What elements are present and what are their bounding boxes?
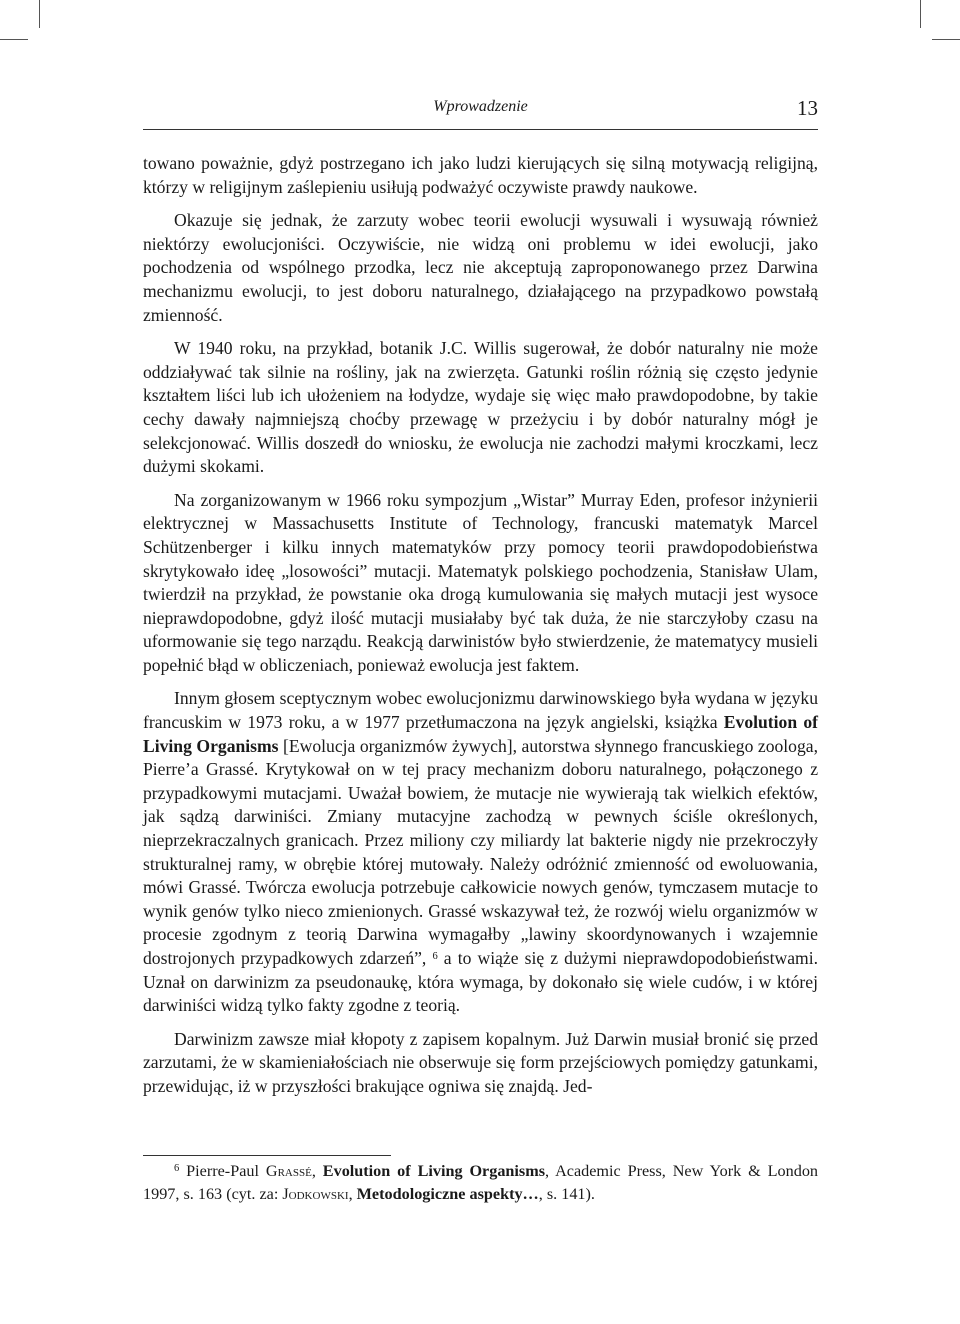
text-run: , (348, 1185, 357, 1203)
page-number: 13 (797, 96, 818, 120)
paragraph (143, 687, 818, 1017)
header-rule (143, 129, 818, 130)
text-run: a to wiąże się z dużymi nieprawdopodobieństwami. Uznał on darwinizm za pseudonaukę, która wymaga, by dokonało się wiele cudów, i w której darwiniści widzą tylko fakty zgodne z teorią. (143, 948, 818, 1016)
paragraph (143, 337, 818, 479)
book-title: Evolution of Living Organisms (322, 1162, 546, 1180)
page-header (143, 96, 818, 124)
running-title: Wprowadzenie (433, 98, 528, 115)
text-run: Okazuje się jednak, że zarzuty wobec teorii ewolucji wysuwali i wysuwają również niektórzy ewolucjoniści. Oczywiście, nie widzą oni problemu w idei ewolucji, jako pochodzenia od wspólnego przodka, lecz nie akceptują zaproponowanego przez Darwina mechanizmu ewolucji, to jest doboru naturalnego, działającego na przypadkowo powstałą zmienność. (143, 210, 818, 325)
crop-mark-top-right-vertical (920, 0, 921, 28)
crop-mark-top-left-horizontal (0, 39, 28, 40)
book-title: Evolution of Living Organisms (143, 712, 818, 756)
text-run: W 1940 roku, na przykład, botanik J.C. Willis sugerował, że dobór naturalny nie może oddziaływać tak silnie na rośliny, jak na zwierzęta. Gatunki roślin różnią się często jedynie kształtem liści lub ich ułożeniem na łodydze, wydaje się więc mało prawdopodobne, by takie cechy dawały najmniejszą choćby przewagę w przeżyciu i by dobór naturalny mógł je selekcjonować. Willis doszedł do wniosku, że ewolucja nie zachodzi małymi kroczkami, lecz dużymi skokami. (143, 338, 818, 477)
text-run: Na zorganizowanym w 1966 roku sympozjum „Wistar” Murray Eden, profesor inżynierii elektrycznej w Massachusetts Institute of Technology, francuski matematyk Marcel Schützenberger i kilku innych matematyków przy pomocy teorii prawdopodobieństwa skrytykowało ideę „losowości” mutacji. Matematyk polskiego pochodzenia, Stanisław Ulam, twierdził na przykład, że powstanie oka drogą kumulowania się małych mutacji jest wysoce nieprawdopodobne, gdyż ilość mutacji musiałaby być tak duża, że nie starczyłoby czasu na uformowanie się tego narządu. Reakcją darwinistów było stwierdzenie, że matematycy musieli popełnić błąd w obliczeniach, ponieważ ewolucja jest faktem. (143, 489, 818, 675)
body-text (143, 152, 818, 1109)
footnote-marker: 6 (432, 951, 438, 962)
text-run: Pierre-Paul (179, 1162, 266, 1180)
paragraph (143, 489, 818, 678)
text-run: Innym głosem sceptycznym wobec ewolucjonizmu darwinowskiego była wydana w języku francuskim w 1973 roku, a w 1977 przetłumaczona na język angielski, książka (143, 688, 818, 733)
crop-mark-top-left-vertical (39, 0, 40, 28)
footnote (143, 1160, 818, 1206)
text-run: Darwinizm zawsze miał kłopoty z zapisem kopalnym. Już Darwin musiał bronić się przed zarzutami, że w skamieniałościach nie obserwuje się form przejściowych pomiędzy gatunkami, przewidując, iż w przyszłości brakujące ogniwa się znajdą. Jed- (143, 1028, 818, 1096)
footnote-marker: 6 (174, 1163, 180, 1174)
text-run: , (311, 1162, 323, 1180)
text-run: , Academic Press, New York & London 1997, s. 163 (cyt. za: (143, 1162, 819, 1203)
text-run: towano poważnie, gdyż postrzegano ich jako ludzi kierujących się silną motywacją religijną, którzy w religijnym zaślepieniu usiłują podważyć oczywiste prawdy naukowe. (143, 153, 818, 197)
footnote-rule (143, 1155, 391, 1156)
book-title: Metodologiczne aspekty… (356, 1185, 539, 1203)
text-run: , s. 141). (538, 1185, 595, 1203)
paragraph (143, 1028, 818, 1099)
paragraph (143, 152, 818, 199)
crop-mark-top-right-horizontal (932, 39, 960, 40)
author-name: Grassé (265, 1162, 312, 1180)
paragraph (143, 209, 818, 327)
author-name: Jodkowski (282, 1185, 349, 1203)
text-run: [Ewolucja organizmów żywych], autorstwa słynnego francuskiego zoologa, Pierre’a Grassé. Krytykował on w tej pracy mechanizm doboru naturalnego, połączonego z przypadkowymi mutacjami. Uważał bowiem, że mutacje nie wywierają tak wielkich efektów, jak sądzą darwiniści. Zmiany mutacyjne zachodzą w pewnych ściśle określonych, nieprzekraczalnych granicach. Przez miliony czy miliardy lat bakterie nigdy nie przekroczyły strukturalnej ramy, w obrębie której mutowały. Należy odróżnić zmienność od ewoluowania, mówi Grassé. Twórcza ewolucja potrzebuje całkowicie nowych genów, tymczasem mutacje to wynik genów tylko nieco zmienionych. Grassé wskazywał też, że rozwój wielu organizmów w procesie zgodnym z teorią Darwina wymagałby „lawiny skoordynowanych i wzajemnie dostrojonych przypadkowych zdarzeń”, (143, 735, 818, 968)
